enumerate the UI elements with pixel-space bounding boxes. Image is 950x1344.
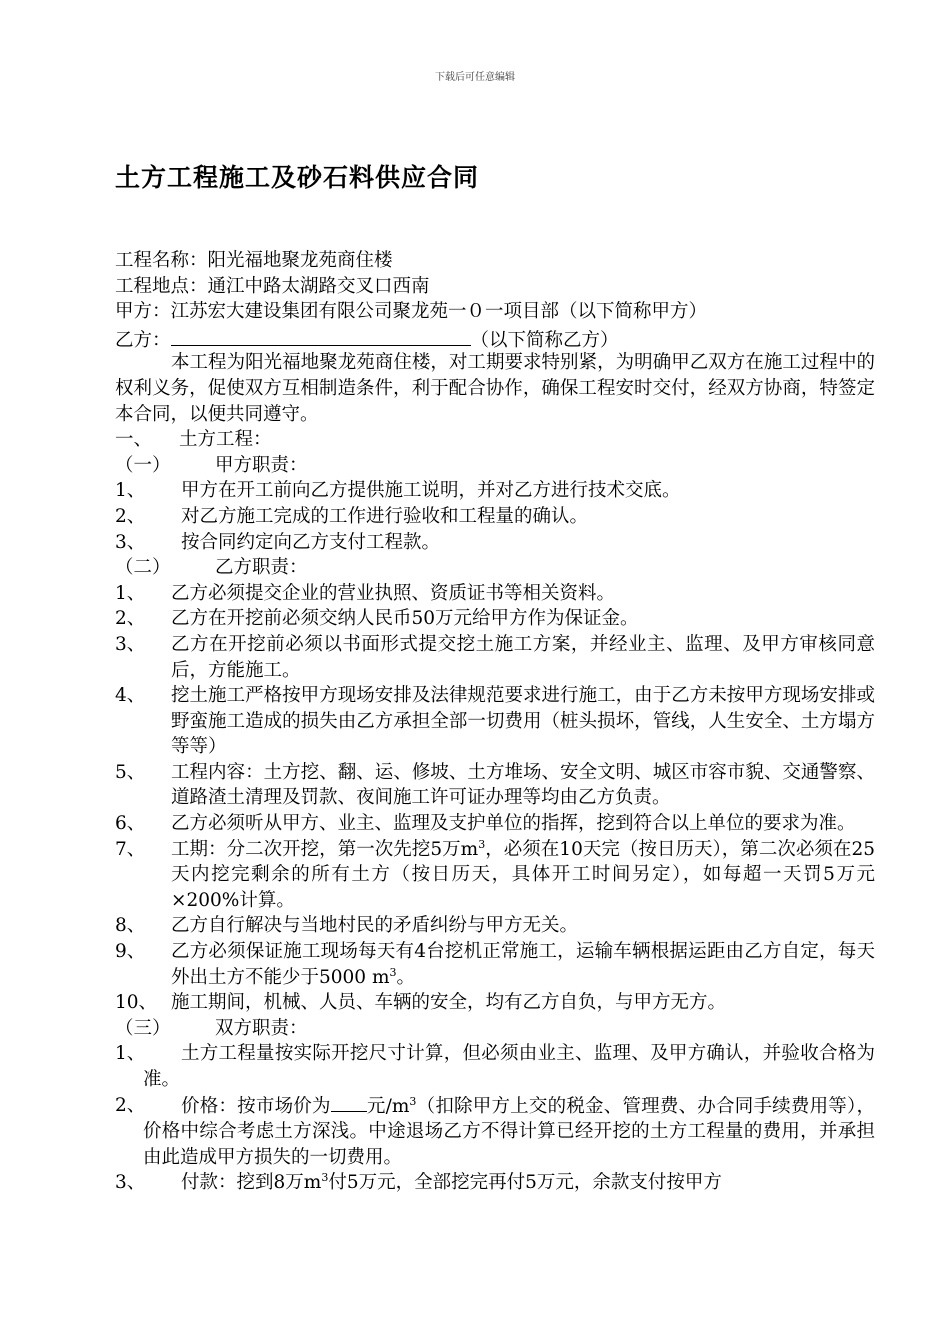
section-number: 一、	[115, 429, 153, 451]
project-name: 工程名称：阳光福地聚龙苑商住楼	[115, 250, 393, 271]
party-b-blank	[171, 325, 471, 346]
party-b-suffix: （以下简称乙方）	[470, 329, 619, 351]
document-title: 土方工程施工及砂石料供应合同	[115, 163, 480, 192]
subsection-number: （三）	[115, 1017, 171, 1039]
list-item: 10、 施工期间，机械、人员、车辆的安全，均有乙方自负，与甲方无方。	[115, 992, 727, 1014]
subsection-title: 乙方职责：	[215, 557, 308, 579]
list-item: 4、 挖土施工严格按甲方现场安排及法律规范要求进行施工，由于乙方未按甲方现场安排或野蛮施工造成的损失由乙方承担全部一切费用（桩头损坏，管线，人生安全、土方塌方等等）	[115, 685, 875, 758]
list-item: 3、 付款：挖到8万$m^3$付5万元，全部挖完再付5万元，余款支付按甲方	[115, 1171, 722, 1194]
subsection-title: 甲方职责：	[215, 454, 308, 476]
subsection-heading	[115, 555, 875, 581]
list-item: 2、 对乙方施工完成的工作进行验收和工程量的确认。	[115, 505, 589, 527]
list-item: 3、 按合同约定向乙方支付工程款。	[115, 531, 441, 553]
list-item: 2、 乙方在开挖前必须交纳人民币50万元给甲方作为保证金。	[115, 608, 639, 630]
list-item: 8、 乙方自行解决与当地村民的矛盾纠纷与甲方无关。	[115, 915, 579, 937]
subsection-heading	[115, 453, 875, 479]
subsection-number: （一）	[115, 454, 171, 476]
price-blank	[331, 1093, 367, 1112]
party-b-label: 乙方：	[115, 329, 171, 351]
party-b	[115, 325, 875, 351]
section-title: 土方工程：	[179, 429, 272, 451]
list-item: 1、 甲方在开工前向乙方提供施工说明，并对乙方进行技术交底。	[115, 480, 681, 502]
subsection-number: （二）	[115, 557, 171, 579]
page-header: 下载后可任意编辑	[435, 72, 515, 83]
list-item: 1、 乙方必须提交企业的营业执照、资质证书等相关资料。	[115, 582, 616, 604]
subsection-title: 双方职责：	[215, 1017, 308, 1039]
subsection-heading	[115, 1016, 875, 1042]
list-item: 1、 土方工程量按实际开挖尺寸计算，但必须由业主、监理、及甲方确认，并验收合格为准。	[115, 1043, 875, 1090]
list-item: 9、 乙方必须保证施工现场每天有4台挖机正常施工，运输车辆根据运距由乙方自定，每天外出土方不能少于5000 $m^3$。	[115, 941, 875, 988]
project-site: 工程地点：通江中路太湖路交叉口西南	[115, 275, 430, 297]
list-item: 3、 乙方在开挖前必须以书面形式提交挖土施工方案，并经业主、监理、及甲方审核同意后，方能施工。	[115, 633, 875, 681]
list-item: 5、 工程内容：土方挖、翻、运、修坡、土方堆场、安全文明、城区市容市貌、交通警察、道路渣土清理及罚款、夜间施工许可证办理等均由乙方负责。	[115, 761, 875, 809]
list-item: 7、 工期：分二次开挖，第一次先挖5万$m^3$，必须在10天完（按日历天），第二次必须在25天内挖完剩余的所有土方（按日历天，具体开工时间另定），如每超一天罚5万元×200%计算。	[115, 837, 875, 911]
list-item: 6、 乙方必须听从甲方、业主、监理及支护单位的指挥，挖到符合以上单位的要求为准。	[115, 813, 856, 835]
intro-paragraph: 本工程为阳光福地聚龙苑商住楼，对工期要求特别紧，为明确甲乙双方在施工过程中的权利义务，促使双方互相制造条件，利于配合协作，确保工程安时交付，经双方协商，特签定本合同，以便共同遵守。	[115, 352, 875, 425]
section-heading	[115, 427, 875, 453]
party-a: 甲方：江苏宏大建设集团有限公司聚龙苑一０一项目部（以下简称甲方）	[115, 301, 708, 323]
contract-body	[115, 248, 875, 1196]
list-item: 2、 价格：按市场价为 元$/m^3$（扣除甲方上交的税金、管理费、办合同手续费用等），价格中综合考虑土方深浅。中途退场乙方不得计算已经开挖的土方工程量的费用，并承担由此造成甲方损失的一切费用。	[115, 1094, 875, 1168]
